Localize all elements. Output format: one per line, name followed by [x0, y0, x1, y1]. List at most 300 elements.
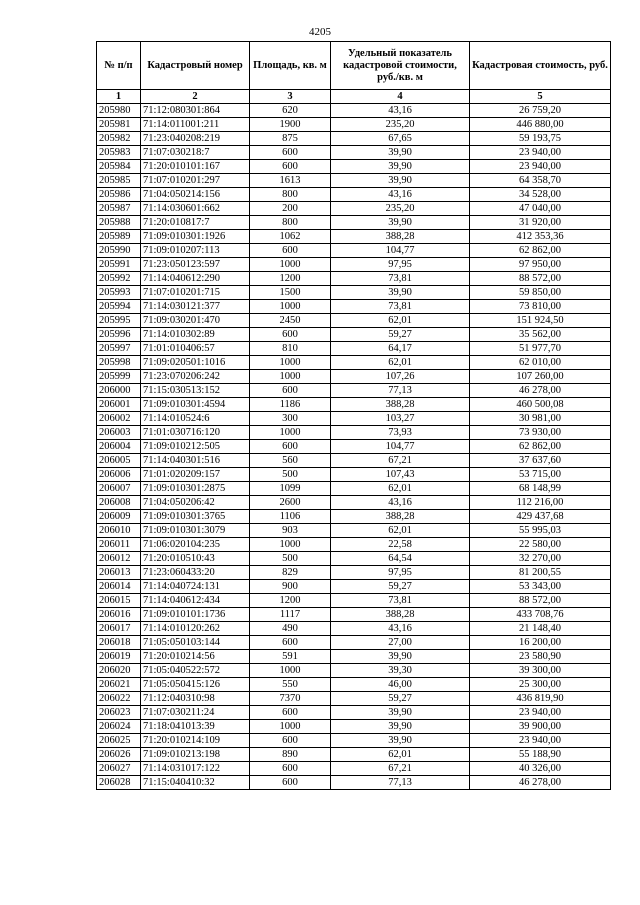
unit-rate-cell: 73,81: [331, 300, 470, 314]
row-number-cell: 206018: [97, 636, 141, 650]
cadastral-value-cell: 22 580,00: [470, 538, 611, 552]
cadastral-value-cell: 26 759,20: [470, 104, 611, 118]
table-row: [97, 594, 611, 608]
table-row: [97, 426, 611, 440]
cadastral-number-cell: 71:20:010214:109: [141, 734, 250, 748]
area-cell: 903: [250, 524, 331, 538]
cadastral-value-cell: 31 920,00: [470, 216, 611, 230]
area-cell: 600: [250, 146, 331, 160]
area-cell: 800: [250, 216, 331, 230]
row-number-cell: 205993: [97, 286, 141, 300]
area-cell: 550: [250, 678, 331, 692]
table-row: [97, 692, 611, 706]
unit-rate-cell: 39,90: [331, 706, 470, 720]
header-row-number: № п/п: [97, 42, 141, 90]
cadastral-value-cell: 112 216,00: [470, 496, 611, 510]
area-cell: 600: [250, 776, 331, 790]
cadastral-number-cell: 71:14:010302:89: [141, 328, 250, 342]
cadastral-value-cell: 51 977,70: [470, 342, 611, 356]
unit-rate-cell: 67,65: [331, 132, 470, 146]
cadastral-value-cell: 23 940,00: [470, 706, 611, 720]
cadastral-value-cell: 107 260,00: [470, 370, 611, 384]
table-row: [97, 146, 611, 160]
unit-rate-cell: 43,16: [331, 188, 470, 202]
row-number-cell: 206013: [97, 566, 141, 580]
cadastral-value-cell: 53 715,00: [470, 468, 611, 482]
row-number-cell: 206001: [97, 398, 141, 412]
cadastral-value-cell: 39 900,00: [470, 720, 611, 734]
cadastral-number-cell: 71:14:030601:662: [141, 202, 250, 216]
table-row: [97, 776, 611, 790]
cadastral-number-cell: 71:20:010510:43: [141, 552, 250, 566]
area-cell: 620: [250, 104, 331, 118]
area-cell: 600: [250, 244, 331, 258]
row-number-cell: 206012: [97, 552, 141, 566]
cadastral-value-cell: 460 500,08: [470, 398, 611, 412]
cadastral-number-cell: 71:12:040310:98: [141, 692, 250, 706]
cadastral-value-cell: 436 819,90: [470, 692, 611, 706]
unit-rate-cell: 107,26: [331, 370, 470, 384]
row-number-cell: 206022: [97, 692, 141, 706]
column-number: 5: [470, 90, 611, 104]
row-number-cell: 206006: [97, 468, 141, 482]
unit-rate-cell: 22,58: [331, 538, 470, 552]
unit-rate-cell: 39,90: [331, 734, 470, 748]
unit-rate-cell: 388,28: [331, 608, 470, 622]
cadastral-value-cell: 81 200,55: [470, 566, 611, 580]
row-number-cell: 206027: [97, 762, 141, 776]
unit-rate-cell: 27,00: [331, 636, 470, 650]
row-number-cell: 205994: [97, 300, 141, 314]
cadastral-number-cell: 71:07:030218:7: [141, 146, 250, 160]
cadastral-number-cell: 71:09:010212:505: [141, 440, 250, 454]
table-row: [97, 524, 611, 538]
cadastral-number-cell: 71:09:010301:4594: [141, 398, 250, 412]
cadastral-value-cell: 34 528,00: [470, 188, 611, 202]
unit-rate-cell: 64,54: [331, 552, 470, 566]
cadastral-number-cell: 71:15:030513:152: [141, 384, 250, 398]
row-number-cell: 205991: [97, 258, 141, 272]
row-number-cell: 206015: [97, 594, 141, 608]
cadastral-number-cell: 71:23:060433:20: [141, 566, 250, 580]
row-number-cell: 205995: [97, 314, 141, 328]
unit-rate-cell: 73,81: [331, 272, 470, 286]
cadastral-number-cell: 71:01:010406:57: [141, 342, 250, 356]
cadastral-number-cell: 71:09:010301:2875: [141, 482, 250, 496]
table-row: [97, 454, 611, 468]
table-row: [97, 552, 611, 566]
area-cell: 1200: [250, 272, 331, 286]
cadastral-value-cell: 46 278,00: [470, 776, 611, 790]
row-number-cell: 206002: [97, 412, 141, 426]
table-row: [97, 566, 611, 580]
row-number-cell: 205985: [97, 174, 141, 188]
row-number-cell: 205999: [97, 370, 141, 384]
area-cell: 500: [250, 552, 331, 566]
cadastral-number-cell: 71:15:040410:32: [141, 776, 250, 790]
cadastral-value-cell: 88 572,00: [470, 594, 611, 608]
area-cell: 1099: [250, 482, 331, 496]
table-row: [97, 370, 611, 384]
table-row: [97, 104, 611, 118]
area-cell: 2600: [250, 496, 331, 510]
cadastral-number-cell: 71:09:010213:198: [141, 748, 250, 762]
area-cell: 600: [250, 706, 331, 720]
cadastral-number-cell: 71:14:040301:516: [141, 454, 250, 468]
area-cell: 600: [250, 734, 331, 748]
unit-rate-cell: 39,90: [331, 216, 470, 230]
cadastral-value-cell: 23 580,90: [470, 650, 611, 664]
table-row: [97, 202, 611, 216]
unit-rate-cell: 77,13: [331, 776, 470, 790]
cadastral-number-cell: 71:18:041013:39: [141, 720, 250, 734]
cadastral-value-cell: 23 940,00: [470, 146, 611, 160]
area-cell: 1062: [250, 230, 331, 244]
unit-rate-cell: 39,90: [331, 146, 470, 160]
area-cell: 875: [250, 132, 331, 146]
cadastral-value-cell: 59 193,75: [470, 132, 611, 146]
cadastral-number-cell: 71:14:040612:434: [141, 594, 250, 608]
cadastral-number-cell: 71:04:050206:42: [141, 496, 250, 510]
table-row: [97, 748, 611, 762]
cadastral-number-cell: 71:09:010301:1926: [141, 230, 250, 244]
row-number-cell: 206007: [97, 482, 141, 496]
row-number-cell: 206003: [97, 426, 141, 440]
cadastral-value-cell: 64 358,70: [470, 174, 611, 188]
cadastral-number-cell: 71:14:010524:6: [141, 412, 250, 426]
unit-rate-cell: 235,20: [331, 118, 470, 132]
unit-rate-cell: 59,27: [331, 328, 470, 342]
unit-rate-cell: 77,13: [331, 384, 470, 398]
table-body: [97, 104, 611, 790]
cadastral-value-cell: 88 572,00: [470, 272, 611, 286]
area-cell: 800: [250, 188, 331, 202]
table-row: [97, 496, 611, 510]
cadastral-value-cell: 59 850,00: [470, 286, 611, 300]
cadastral-value-cell: 55 995,03: [470, 524, 611, 538]
row-number-cell: 206014: [97, 580, 141, 594]
table-row: [97, 678, 611, 692]
table-row: [97, 118, 611, 132]
area-cell: 600: [250, 636, 331, 650]
unit-rate-cell: 39,90: [331, 286, 470, 300]
table-row: [97, 300, 611, 314]
table-row: [97, 762, 611, 776]
cadastral-number-cell: 71:23:070206:242: [141, 370, 250, 384]
cadastral-value-cell: 25 300,00: [470, 678, 611, 692]
cadastral-value-cell: 35 562,00: [470, 328, 611, 342]
unit-rate-cell: 39,30: [331, 664, 470, 678]
cadastral-number-cell: 71:14:040612:290: [141, 272, 250, 286]
unit-rate-cell: 107,43: [331, 468, 470, 482]
cadastral-value-cell: 21 148,40: [470, 622, 611, 636]
cadastral-value-cell: 73 810,00: [470, 300, 611, 314]
cadastral-value-cell: 73 930,00: [470, 426, 611, 440]
cadastral-number-cell: 71:09:010301:3765: [141, 510, 250, 524]
area-cell: 560: [250, 454, 331, 468]
cadastral-number-cell: 71:05:050103:144: [141, 636, 250, 650]
cadastral-value-cell: 16 200,00: [470, 636, 611, 650]
unit-rate-cell: 235,20: [331, 202, 470, 216]
table-row: [97, 734, 611, 748]
row-number-cell: 205980: [97, 104, 141, 118]
unit-rate-cell: 67,21: [331, 762, 470, 776]
unit-rate-cell: 62,01: [331, 356, 470, 370]
table-row: [97, 482, 611, 496]
area-cell: 1000: [250, 664, 331, 678]
cadastral-value-cell: 97 950,00: [470, 258, 611, 272]
area-cell: 600: [250, 440, 331, 454]
unit-rate-cell: 43,16: [331, 104, 470, 118]
cadastral-value-cell: 30 981,00: [470, 412, 611, 426]
table-row: [97, 230, 611, 244]
area-cell: 1186: [250, 398, 331, 412]
cadastral-number-cell: 71:14:031017:122: [141, 762, 250, 776]
cadastral-number-cell: 71:07:010201:297: [141, 174, 250, 188]
cadastral-number-cell: 71:09:010101:1736: [141, 608, 250, 622]
cadastral-value-cell: 151 924,50: [470, 314, 611, 328]
area-cell: 1000: [250, 720, 331, 734]
area-cell: 500: [250, 468, 331, 482]
cadastral-number-cell: 71:20:010101:167: [141, 160, 250, 174]
cadastral-number-cell: 71:20:010214:56: [141, 650, 250, 664]
unit-rate-cell: 104,77: [331, 244, 470, 258]
table-row: [97, 468, 611, 482]
cadastral-number-cell: 71:23:040208:219: [141, 132, 250, 146]
area-cell: 900: [250, 580, 331, 594]
row-number-cell: 206017: [97, 622, 141, 636]
area-cell: 1900: [250, 118, 331, 132]
table-row: [97, 440, 611, 454]
area-cell: 1000: [250, 538, 331, 552]
area-cell: 490: [250, 622, 331, 636]
unit-rate-cell: 97,95: [331, 258, 470, 272]
table-row: [97, 720, 611, 734]
unit-rate-cell: 388,28: [331, 398, 470, 412]
unit-rate-cell: 388,28: [331, 230, 470, 244]
unit-rate-cell: 43,16: [331, 496, 470, 510]
area-cell: 1000: [250, 356, 331, 370]
table-row: [97, 412, 611, 426]
cadastral-number-cell: 71:06:020104:235: [141, 538, 250, 552]
table-row: [97, 188, 611, 202]
row-number-cell: 205983: [97, 146, 141, 160]
unit-rate-cell: 97,95: [331, 566, 470, 580]
cadastral-number-cell: 71:23:050123:597: [141, 258, 250, 272]
header-row: [97, 42, 611, 90]
header-area: Площадь, кв. м: [250, 42, 331, 90]
area-cell: 1000: [250, 300, 331, 314]
table-row: [97, 174, 611, 188]
cadastral-number-cell: 71:09:020501:1016: [141, 356, 250, 370]
row-number-cell: 206016: [97, 608, 141, 622]
column-number: 2: [141, 90, 250, 104]
table-row: [97, 342, 611, 356]
row-number-cell: 206011: [97, 538, 141, 552]
table-row: [97, 272, 611, 286]
cadastral-number-cell: 71:14:010120:262: [141, 622, 250, 636]
row-number-cell: 205998: [97, 356, 141, 370]
cadastral-value-cell: 62 862,00: [470, 244, 611, 258]
unit-rate-cell: 59,27: [331, 580, 470, 594]
cadastral-number-cell: 71:14:030121:377: [141, 300, 250, 314]
unit-rate-cell: 73,93: [331, 426, 470, 440]
area-cell: 2450: [250, 314, 331, 328]
area-cell: 1613: [250, 174, 331, 188]
table-row: [97, 384, 611, 398]
area-cell: 600: [250, 384, 331, 398]
header-cadastral-number: Кадастровый номер: [141, 42, 250, 90]
unit-rate-cell: 46,00: [331, 678, 470, 692]
cadastral-value-cell: 39 300,00: [470, 664, 611, 678]
table-row: [97, 398, 611, 412]
row-number-cell: 205988: [97, 216, 141, 230]
table-row: [97, 580, 611, 594]
row-number-cell: 205997: [97, 342, 141, 356]
unit-rate-cell: 59,27: [331, 692, 470, 706]
row-number-cell: 206028: [97, 776, 141, 790]
unit-rate-cell: 62,01: [331, 524, 470, 538]
cadastral-number-cell: 71:14:011001:211: [141, 118, 250, 132]
cadastral-number-cell: 71:05:050415:126: [141, 678, 250, 692]
cadastral-number-cell: 71:09:010207:113: [141, 244, 250, 258]
column-number: 1: [97, 90, 141, 104]
row-number-cell: 206024: [97, 720, 141, 734]
table-row: [97, 314, 611, 328]
row-number-cell: 205981: [97, 118, 141, 132]
area-cell: 600: [250, 762, 331, 776]
area-cell: 200: [250, 202, 331, 216]
area-cell: 591: [250, 650, 331, 664]
page-number: 4205: [309, 26, 331, 38]
column-number: 4: [331, 90, 470, 104]
area-cell: 300: [250, 412, 331, 426]
cadastral-value-cell: 53 343,00: [470, 580, 611, 594]
cadastral-value-cell: 23 940,00: [470, 734, 611, 748]
area-cell: 600: [250, 160, 331, 174]
cadastral-value-cell: 55 188,90: [470, 748, 611, 762]
cadastral-value-cell: 23 940,00: [470, 160, 611, 174]
row-number-cell: 206010: [97, 524, 141, 538]
area-cell: 1106: [250, 510, 331, 524]
header-cadastral-value: Кадастровая стоимость, руб.: [470, 42, 611, 90]
unit-rate-cell: 62,01: [331, 314, 470, 328]
table-row: [97, 510, 611, 524]
cadastral-number-cell: 71:07:010201:715: [141, 286, 250, 300]
cadastral-value-table: [96, 41, 611, 790]
cadastral-value-cell: 68 148,99: [470, 482, 611, 496]
unit-rate-cell: 39,90: [331, 650, 470, 664]
unit-rate-cell: 67,21: [331, 454, 470, 468]
area-cell: 1000: [250, 258, 331, 272]
row-number-cell: 206004: [97, 440, 141, 454]
cadastral-value-cell: 412 353,36: [470, 230, 611, 244]
area-cell: 1500: [250, 286, 331, 300]
table-row: [97, 622, 611, 636]
cadastral-value-cell: 446 880,00: [470, 118, 611, 132]
table-row: [97, 286, 611, 300]
row-number-cell: 205984: [97, 160, 141, 174]
unit-rate-cell: 39,90: [331, 174, 470, 188]
table-row: [97, 608, 611, 622]
cadastral-value-cell: 37 637,60: [470, 454, 611, 468]
row-number-cell: 206005: [97, 454, 141, 468]
cadastral-number-cell: 71:07:030211:24: [141, 706, 250, 720]
row-number-cell: 206025: [97, 734, 141, 748]
header-unit-rate: Удельный показатель кадастровой стоимости, руб./кв. м: [331, 42, 470, 90]
cadastral-value-cell: 433 708,76: [470, 608, 611, 622]
cadastral-value-cell: 429 437,68: [470, 510, 611, 524]
unit-rate-cell: 43,16: [331, 622, 470, 636]
cadastral-number-cell: 71:12:080301:864: [141, 104, 250, 118]
area-cell: 1200: [250, 594, 331, 608]
row-number-cell: 206009: [97, 510, 141, 524]
cadastral-value-cell: 46 278,00: [470, 384, 611, 398]
row-number-cell: 205986: [97, 188, 141, 202]
area-cell: 1000: [250, 426, 331, 440]
cadastral-number-cell: 71:01:030716:120: [141, 426, 250, 440]
table-row: [97, 650, 611, 664]
cadastral-number-cell: 71:09:010301:3079: [141, 524, 250, 538]
unit-rate-cell: 39,90: [331, 160, 470, 174]
cadastral-value-cell: 62 010,00: [470, 356, 611, 370]
area-cell: 829: [250, 566, 331, 580]
unit-rate-cell: 62,01: [331, 748, 470, 762]
cadastral-value-cell: 40 326,00: [470, 762, 611, 776]
area-cell: 810: [250, 342, 331, 356]
unit-rate-cell: 62,01: [331, 482, 470, 496]
table-row: [97, 258, 611, 272]
row-number-cell: 206026: [97, 748, 141, 762]
row-number-cell: 206000: [97, 384, 141, 398]
row-number-cell: 205990: [97, 244, 141, 258]
row-number-cell: 206019: [97, 650, 141, 664]
cadastral-number-cell: 71:05:040522:572: [141, 664, 250, 678]
unit-rate-cell: 388,28: [331, 510, 470, 524]
unit-rate-cell: 73,81: [331, 594, 470, 608]
cadastral-value-cell: 62 862,00: [470, 440, 611, 454]
row-number-cell: 205987: [97, 202, 141, 216]
row-number-cell: 205996: [97, 328, 141, 342]
cadastral-number-cell: 71:09:030201:470: [141, 314, 250, 328]
table-header: [97, 42, 611, 104]
column-number: 3: [250, 90, 331, 104]
unit-rate-cell: 64,17: [331, 342, 470, 356]
cadastral-number-cell: 71:14:040724:131: [141, 580, 250, 594]
row-number-cell: 205989: [97, 230, 141, 244]
area-cell: 7370: [250, 692, 331, 706]
table-row: [97, 160, 611, 174]
column-number-row: [97, 90, 611, 104]
row-number-cell: 206021: [97, 678, 141, 692]
table-row: [97, 664, 611, 678]
unit-rate-cell: 104,77: [331, 440, 470, 454]
area-cell: 1000: [250, 370, 331, 384]
row-number-cell: 206008: [97, 496, 141, 510]
row-number-cell: 206023: [97, 706, 141, 720]
cadastral-value-cell: 47 040,00: [470, 202, 611, 216]
cadastral-value-cell: 32 270,00: [470, 552, 611, 566]
area-cell: 890: [250, 748, 331, 762]
table-row: [97, 538, 611, 552]
table-row: [97, 356, 611, 370]
area-cell: 600: [250, 328, 331, 342]
cadastral-number-cell: 71:01:020209:157: [141, 468, 250, 482]
row-number-cell: 206020: [97, 664, 141, 678]
table-row: [97, 244, 611, 258]
row-number-cell: 205992: [97, 272, 141, 286]
table-row: [97, 328, 611, 342]
